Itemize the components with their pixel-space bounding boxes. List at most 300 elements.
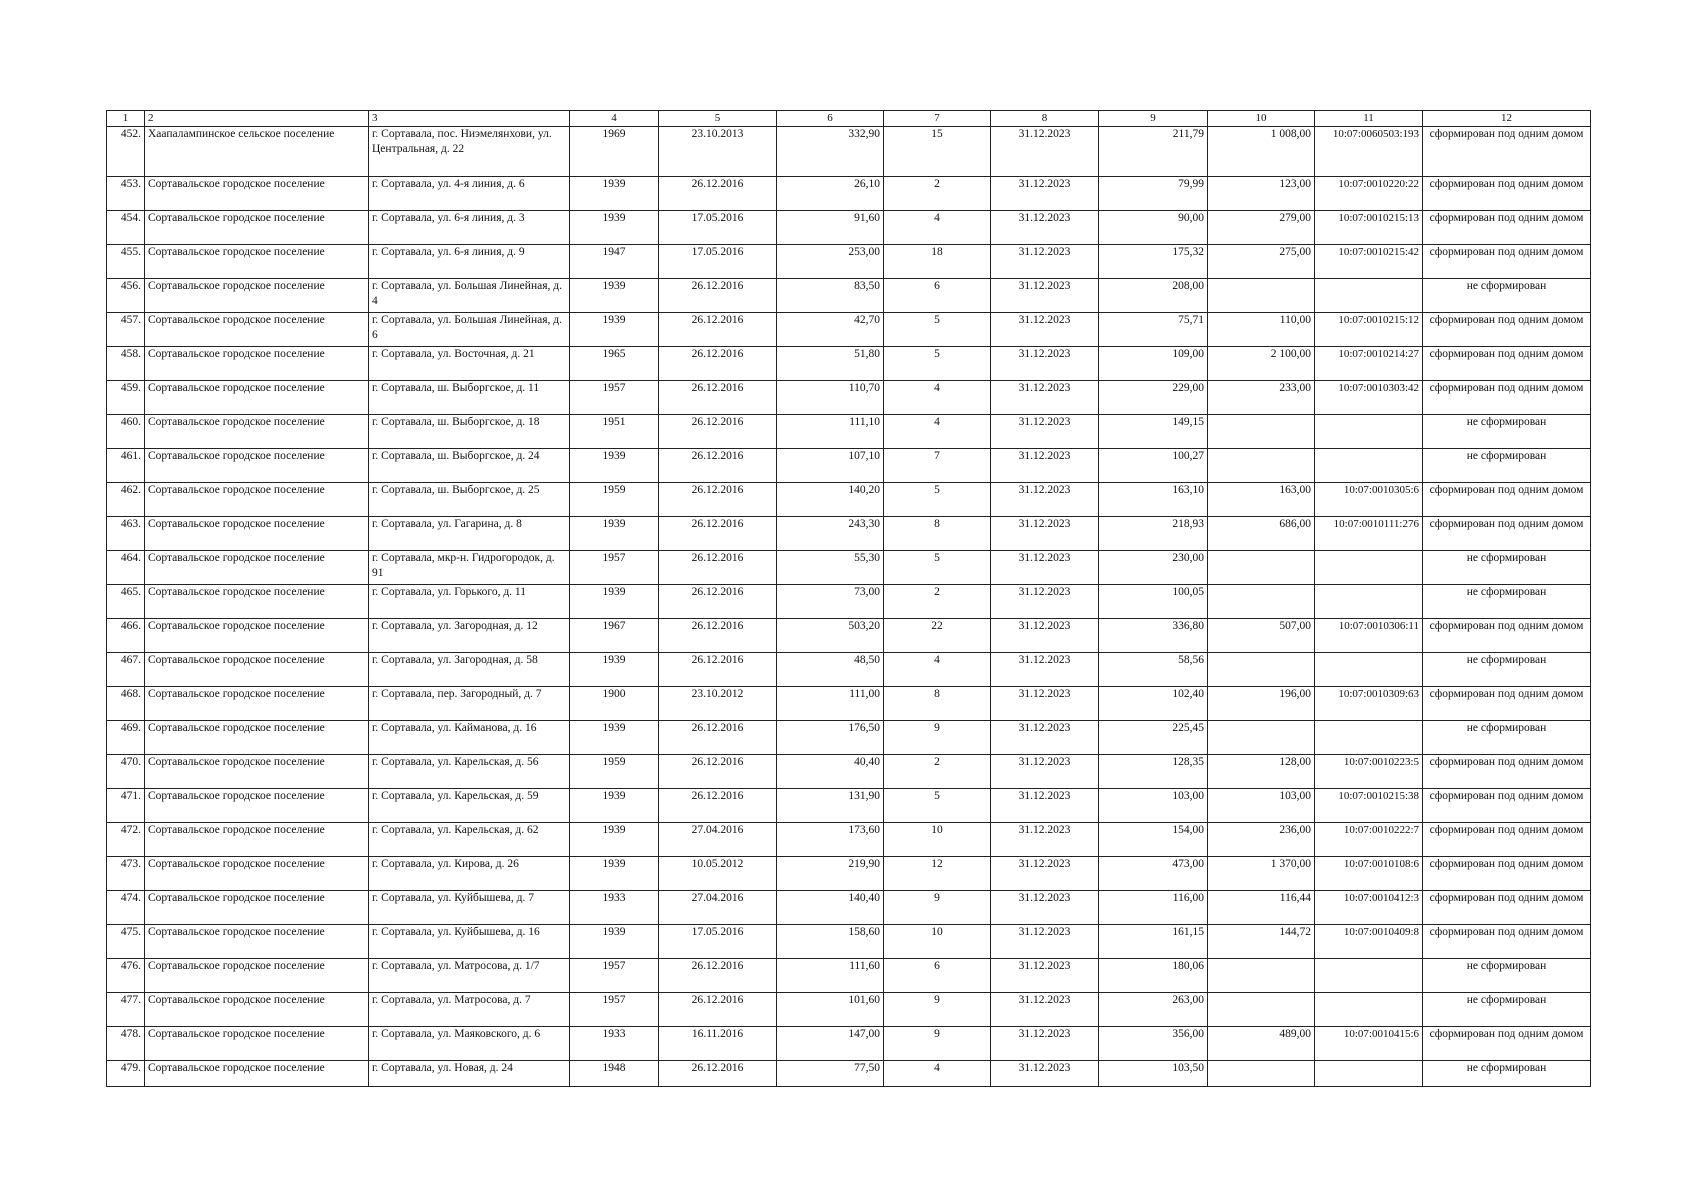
cell-col-10: 236,00: [1208, 823, 1315, 857]
cell-col-9: 473,00: [1099, 857, 1208, 891]
cell-col-1: 462.: [107, 483, 145, 517]
table-row: [107, 925, 1591, 959]
cell-col-10: [1208, 415, 1315, 449]
header-col-1: 1: [107, 111, 145, 127]
cell-col-10: 128,00: [1208, 755, 1315, 789]
cell-col-4: 1939: [570, 313, 659, 347]
cell-col-5: 26.12.2016: [659, 721, 777, 755]
cell-col-11: [1315, 993, 1423, 1027]
cell-col-6: 503,20: [777, 619, 884, 653]
cell-col-11: 10:07:0010220:22: [1315, 177, 1423, 211]
cell-col-12: не сформирован: [1423, 721, 1591, 755]
cell-col-8: 31.12.2023: [991, 381, 1099, 415]
cell-col-1: 464.: [107, 551, 145, 585]
cell-col-5: 26.12.2016: [659, 517, 777, 551]
cell-col-11: 10:07:0010305:6: [1315, 483, 1423, 517]
cell-col-3: г. Сортавала, ул. Загородная, д. 58: [369, 653, 570, 687]
cell-col-5: 17.05.2016: [659, 211, 777, 245]
cell-col-12: не сформирован: [1423, 449, 1591, 483]
cell-col-1: 463.: [107, 517, 145, 551]
cell-col-1: 453.: [107, 177, 145, 211]
cell-col-7: 8: [884, 517, 991, 551]
cell-col-11: 10:07:0010306:11: [1315, 619, 1423, 653]
cell-col-10: 103,00: [1208, 789, 1315, 823]
cell-col-2: Сортавальское городское поселение: [145, 381, 369, 415]
cell-col-7: 2: [884, 755, 991, 789]
cell-col-9: 149,15: [1099, 415, 1208, 449]
table-row: [107, 415, 1591, 449]
cell-col-5: 26.12.2016: [659, 279, 777, 313]
cell-col-1: 474.: [107, 891, 145, 925]
cell-col-4: 1951: [570, 415, 659, 449]
cell-col-6: 173,60: [777, 823, 884, 857]
cell-col-3: г. Сортавала, ул. Карельская, д. 56: [369, 755, 570, 789]
cell-col-7: 22: [884, 619, 991, 653]
header-col-10: 10: [1208, 111, 1315, 127]
cell-col-11: 10:07:0010415:6: [1315, 1027, 1423, 1061]
cell-col-3: г. Сортавала, ул. 6-я линия, д. 3: [369, 211, 570, 245]
cell-col-12: не сформирован: [1423, 279, 1591, 313]
cell-col-8: 31.12.2023: [991, 619, 1099, 653]
cell-col-4: 1939: [570, 823, 659, 857]
cell-col-12: сформирован под одним домом: [1423, 755, 1591, 789]
cell-col-2: Сортавальское городское поселение: [145, 245, 369, 279]
cell-col-11: [1315, 551, 1423, 585]
cell-col-11: [1315, 279, 1423, 313]
cell-col-1: 458.: [107, 347, 145, 381]
cell-col-3: г. Сортавала, ул. 4-я линия, д. 6: [369, 177, 570, 211]
cell-col-9: 109,00: [1099, 347, 1208, 381]
table-row: [107, 585, 1591, 619]
cell-col-7: 4: [884, 1061, 991, 1087]
cell-col-4: 1939: [570, 925, 659, 959]
cell-col-12: сформирован под одним домом: [1423, 1027, 1591, 1061]
table-body: [107, 127, 1591, 1087]
cell-col-11: 10:07:0010215:38: [1315, 789, 1423, 823]
cell-col-2: Сортавальское городское поселение: [145, 857, 369, 891]
cell-col-10: 507,00: [1208, 619, 1315, 653]
cell-col-8: 31.12.2023: [991, 449, 1099, 483]
cell-col-1: 479.: [107, 1061, 145, 1087]
cell-col-5: 26.12.2016: [659, 959, 777, 993]
cell-col-11: 10:07:0010215:13: [1315, 211, 1423, 245]
cell-col-9: 163,10: [1099, 483, 1208, 517]
cell-col-9: 90,00: [1099, 211, 1208, 245]
cell-col-8: 31.12.2023: [991, 1027, 1099, 1061]
cell-col-3: г. Сортавала, ш. Выборгское, д. 25: [369, 483, 570, 517]
cell-col-2: Сортавальское городское поселение: [145, 415, 369, 449]
table-row: [107, 959, 1591, 993]
header-col-11: 11: [1315, 111, 1423, 127]
cell-col-4: 1939: [570, 789, 659, 823]
cell-col-7: 2: [884, 585, 991, 619]
cell-col-8: 31.12.2023: [991, 177, 1099, 211]
cell-col-11: 10:07:0010223:5: [1315, 755, 1423, 789]
cell-col-12: сформирован под одним домом: [1423, 313, 1591, 347]
cell-col-2: Хаапалампинское сельское поселение: [145, 127, 369, 177]
cell-col-4: 1900: [570, 687, 659, 721]
cell-col-4: 1957: [570, 959, 659, 993]
cell-col-10: [1208, 449, 1315, 483]
cell-col-3: г. Сортавала, ул. Маяковского, д. 6: [369, 1027, 570, 1061]
cell-col-9: 103,50: [1099, 1061, 1208, 1087]
cell-col-1: 459.: [107, 381, 145, 415]
cell-col-9: 100,27: [1099, 449, 1208, 483]
table-row: [107, 1061, 1591, 1087]
cell-col-10: [1208, 1061, 1315, 1087]
cell-col-4: 1933: [570, 891, 659, 925]
cell-col-5: 26.12.2016: [659, 653, 777, 687]
cell-col-6: 219,90: [777, 857, 884, 891]
table-row: [107, 279, 1591, 313]
cell-col-10: 110,00: [1208, 313, 1315, 347]
cell-col-9: 154,00: [1099, 823, 1208, 857]
cell-col-6: 73,00: [777, 585, 884, 619]
cell-col-10: 196,00: [1208, 687, 1315, 721]
cell-col-3: г. Сортавала, ул. Большая Линейная, д. 6: [369, 313, 570, 347]
cell-col-2: Сортавальское городское поселение: [145, 585, 369, 619]
cell-col-9: 116,00: [1099, 891, 1208, 925]
cell-col-4: 1967: [570, 619, 659, 653]
header-col-7: 7: [884, 111, 991, 127]
cell-col-10: 2 100,00: [1208, 347, 1315, 381]
cell-col-12: сформирован под одним домом: [1423, 211, 1591, 245]
table-row: [107, 653, 1591, 687]
cell-col-3: г. Сортавала, ул. Горького, д. 11: [369, 585, 570, 619]
cell-col-4: 1957: [570, 381, 659, 415]
table-row: [107, 993, 1591, 1027]
cell-col-11: [1315, 585, 1423, 619]
cell-col-7: 4: [884, 415, 991, 449]
cell-col-10: 279,00: [1208, 211, 1315, 245]
cell-col-6: 111,60: [777, 959, 884, 993]
cell-col-4: 1933: [570, 1027, 659, 1061]
cell-col-7: 7: [884, 449, 991, 483]
cell-col-5: 26.12.2016: [659, 313, 777, 347]
cell-col-4: 1939: [570, 653, 659, 687]
cell-col-11: [1315, 959, 1423, 993]
cell-col-12: сформирован под одним домом: [1423, 245, 1591, 279]
cell-col-11: [1315, 415, 1423, 449]
cell-col-6: 147,00: [777, 1027, 884, 1061]
cell-col-11: 10:07:0010222:7: [1315, 823, 1423, 857]
header-col-4: 4: [570, 111, 659, 127]
cell-col-1: 477.: [107, 993, 145, 1027]
cell-col-5: 26.12.2016: [659, 789, 777, 823]
cell-col-7: 10: [884, 925, 991, 959]
cell-col-3: г. Сортавала, ул. Кирова, д. 26: [369, 857, 570, 891]
cell-col-12: сформирован под одним домом: [1423, 619, 1591, 653]
cell-col-1: 461.: [107, 449, 145, 483]
cell-col-10: 144,72: [1208, 925, 1315, 959]
cell-col-2: Сортавальское городское поселение: [145, 721, 369, 755]
cell-col-12: не сформирован: [1423, 653, 1591, 687]
cell-col-10: 123,00: [1208, 177, 1315, 211]
cell-col-1: 467.: [107, 653, 145, 687]
cell-col-6: 140,20: [777, 483, 884, 517]
cell-col-9: 175,32: [1099, 245, 1208, 279]
cell-col-4: 1939: [570, 449, 659, 483]
cell-col-8: 31.12.2023: [991, 993, 1099, 1027]
cell-col-9: 102,40: [1099, 687, 1208, 721]
table-row: [107, 721, 1591, 755]
cell-col-6: 77,50: [777, 1061, 884, 1087]
cell-col-7: 4: [884, 381, 991, 415]
cell-col-7: 12: [884, 857, 991, 891]
cell-col-7: 9: [884, 993, 991, 1027]
cell-col-1: 478.: [107, 1027, 145, 1061]
cell-col-3: г. Сортавала, мкр-н. Гидрогородок, д. 91: [369, 551, 570, 585]
cell-col-8: 31.12.2023: [991, 245, 1099, 279]
cell-col-7: 5: [884, 551, 991, 585]
cell-col-10: [1208, 279, 1315, 313]
cell-col-8: 31.12.2023: [991, 551, 1099, 585]
cell-col-4: 1957: [570, 551, 659, 585]
cell-col-1: 466.: [107, 619, 145, 653]
cell-col-2: Сортавальское городское поселение: [145, 551, 369, 585]
cell-col-5: 26.12.2016: [659, 755, 777, 789]
cell-col-3: г. Сортавала, пер. Загородный, д. 7: [369, 687, 570, 721]
cell-col-12: не сформирован: [1423, 551, 1591, 585]
cell-col-9: 161,15: [1099, 925, 1208, 959]
cell-col-2: Сортавальское городское поселение: [145, 177, 369, 211]
cell-col-8: 31.12.2023: [991, 211, 1099, 245]
header-col-12: 12: [1423, 111, 1591, 127]
cell-col-3: г. Сортавала, ул. Куйбышева, д. 7: [369, 891, 570, 925]
table-row: [107, 381, 1591, 415]
cell-col-1: 473.: [107, 857, 145, 891]
cell-col-8: 31.12.2023: [991, 755, 1099, 789]
cell-col-12: сформирован под одним домом: [1423, 789, 1591, 823]
cell-col-12: сформирован под одним домом: [1423, 857, 1591, 891]
cell-col-11: [1315, 1061, 1423, 1087]
cell-col-5: 26.12.2016: [659, 483, 777, 517]
cell-col-8: 31.12.2023: [991, 483, 1099, 517]
table-row: [107, 347, 1591, 381]
cell-col-8: 31.12.2023: [991, 415, 1099, 449]
cell-col-2: Сортавальское городское поселение: [145, 313, 369, 347]
cell-col-2: Сортавальское городское поселение: [145, 823, 369, 857]
housing-registry-table: [106, 110, 1591, 1087]
cell-col-12: сформирован под одним домом: [1423, 891, 1591, 925]
cell-col-9: 229,00: [1099, 381, 1208, 415]
cell-col-6: 111,00: [777, 687, 884, 721]
cell-col-11: 10:07:0010303:42: [1315, 381, 1423, 415]
cell-col-7: 4: [884, 211, 991, 245]
cell-col-5: 27.04.2016: [659, 823, 777, 857]
cell-col-3: г. Сортавала, ул. Куйбышева, д. 16: [369, 925, 570, 959]
cell-col-4: 1939: [570, 721, 659, 755]
cell-col-2: Сортавальское городское поселение: [145, 1061, 369, 1087]
table-row: [107, 313, 1591, 347]
cell-col-5: 23.10.2012: [659, 687, 777, 721]
cell-col-8: 31.12.2023: [991, 347, 1099, 381]
cell-col-9: 230,00: [1099, 551, 1208, 585]
cell-col-8: 31.12.2023: [991, 279, 1099, 313]
cell-col-6: 243,30: [777, 517, 884, 551]
table-row: [107, 127, 1591, 177]
cell-col-9: 180,06: [1099, 959, 1208, 993]
cell-col-2: Сортавальское городское поселение: [145, 211, 369, 245]
cell-col-5: 10.05.2012: [659, 857, 777, 891]
cell-col-9: 356,00: [1099, 1027, 1208, 1061]
cell-col-2: Сортавальское городское поселение: [145, 789, 369, 823]
cell-col-10: 233,00: [1208, 381, 1315, 415]
cell-col-9: 218,93: [1099, 517, 1208, 551]
table-row: [107, 177, 1591, 211]
cell-col-1: 465.: [107, 585, 145, 619]
cell-col-7: 5: [884, 483, 991, 517]
cell-col-5: 17.05.2016: [659, 925, 777, 959]
cell-col-10: [1208, 653, 1315, 687]
table-row: [107, 483, 1591, 517]
cell-col-3: г. Сортавала, ш. Выборгское, д. 18: [369, 415, 570, 449]
cell-col-2: Сортавальское городское поселение: [145, 1027, 369, 1061]
cell-col-4: 1939: [570, 517, 659, 551]
cell-col-7: 6: [884, 959, 991, 993]
cell-col-6: 55,30: [777, 551, 884, 585]
cell-col-4: 1939: [570, 279, 659, 313]
cell-col-7: 5: [884, 789, 991, 823]
cell-col-11: 10:07:0060503:193: [1315, 127, 1423, 177]
cell-col-6: 91,60: [777, 211, 884, 245]
cell-col-1: 454.: [107, 211, 145, 245]
table-row: [107, 687, 1591, 721]
table-row: [107, 857, 1591, 891]
cell-col-3: г. Сортавала, ул. Загородная, д. 12: [369, 619, 570, 653]
cell-col-10: [1208, 959, 1315, 993]
cell-col-4: 1959: [570, 483, 659, 517]
cell-col-2: Сортавальское городское поселение: [145, 653, 369, 687]
cell-col-10: 275,00: [1208, 245, 1315, 279]
cell-col-9: 263,00: [1099, 993, 1208, 1027]
cell-col-6: 26,10: [777, 177, 884, 211]
cell-col-8: 31.12.2023: [991, 891, 1099, 925]
header-col-6: 6: [777, 111, 884, 127]
cell-col-6: 51,80: [777, 347, 884, 381]
cell-col-12: не сформирован: [1423, 585, 1591, 619]
cell-col-11: 10:07:0010215:42: [1315, 245, 1423, 279]
cell-col-7: 5: [884, 347, 991, 381]
table-row: [107, 551, 1591, 585]
cell-col-11: 10:07:0010215:12: [1315, 313, 1423, 347]
cell-col-9: 211,79: [1099, 127, 1208, 177]
cell-col-1: 452.: [107, 127, 145, 177]
cell-col-8: 31.12.2023: [991, 959, 1099, 993]
cell-col-7: 18: [884, 245, 991, 279]
cell-col-9: 79,99: [1099, 177, 1208, 211]
cell-col-9: 100,05: [1099, 585, 1208, 619]
cell-col-2: Сортавальское городское поселение: [145, 347, 369, 381]
cell-col-3: г. Сортавала, ш. Выборгское, д. 11: [369, 381, 570, 415]
cell-col-4: 1939: [570, 177, 659, 211]
cell-col-12: сформирован под одним домом: [1423, 177, 1591, 211]
cell-col-8: 31.12.2023: [991, 823, 1099, 857]
table-row: [107, 891, 1591, 925]
cell-col-3: г. Сортавала, ул. Матросова, д. 1/7: [369, 959, 570, 993]
cell-col-9: 103,00: [1099, 789, 1208, 823]
cell-col-9: 128,35: [1099, 755, 1208, 789]
cell-col-3: г. Сортавала, ул. Кайманова, д. 16: [369, 721, 570, 755]
cell-col-3: г. Сортавала, ш. Выборгское, д. 24: [369, 449, 570, 483]
cell-col-3: г. Сортавала, ул. Гагарина, д. 8: [369, 517, 570, 551]
cell-col-4: 1939: [570, 857, 659, 891]
cell-col-2: Сортавальское городское поселение: [145, 755, 369, 789]
cell-col-1: 471.: [107, 789, 145, 823]
cell-col-10: 489,00: [1208, 1027, 1315, 1061]
table-row: [107, 449, 1591, 483]
cell-col-5: 26.12.2016: [659, 619, 777, 653]
cell-col-5: 27.04.2016: [659, 891, 777, 925]
header-col-3: 3: [369, 111, 570, 127]
header-col-9: 9: [1099, 111, 1208, 127]
cell-col-11: 10:07:0010108:6: [1315, 857, 1423, 891]
table-row: [107, 755, 1591, 789]
cell-col-5: 26.12.2016: [659, 381, 777, 415]
cell-col-12: сформирован под одним домом: [1423, 347, 1591, 381]
cell-col-2: Сортавальское городское поселение: [145, 449, 369, 483]
cell-col-2: Сортавальское городское поселение: [145, 687, 369, 721]
cell-col-5: 26.12.2016: [659, 177, 777, 211]
cell-col-12: сформирован под одним домом: [1423, 687, 1591, 721]
cell-col-2: Сортавальское городское поселение: [145, 517, 369, 551]
cell-col-9: 336,80: [1099, 619, 1208, 653]
cell-col-3: г. Сортавала, ул. Карельская, д. 59: [369, 789, 570, 823]
cell-col-11: 10:07:0010409:8: [1315, 925, 1423, 959]
cell-col-5: 26.12.2016: [659, 585, 777, 619]
cell-col-12: не сформирован: [1423, 1061, 1591, 1087]
cell-col-6: 42,70: [777, 313, 884, 347]
cell-col-6: 253,00: [777, 245, 884, 279]
cell-col-2: Сортавальское городское поселение: [145, 483, 369, 517]
cell-col-6: 107,10: [777, 449, 884, 483]
cell-col-7: 9: [884, 721, 991, 755]
header-col-8: 8: [991, 111, 1099, 127]
cell-col-10: 1 008,00: [1208, 127, 1315, 177]
cell-col-7: 8: [884, 687, 991, 721]
cell-col-10: [1208, 993, 1315, 1027]
cell-col-8: 31.12.2023: [991, 721, 1099, 755]
cell-col-1: 460.: [107, 415, 145, 449]
cell-col-7: 15: [884, 127, 991, 177]
cell-col-10: [1208, 551, 1315, 585]
cell-col-8: 31.12.2023: [991, 1061, 1099, 1087]
cell-col-10: 163,00: [1208, 483, 1315, 517]
cell-col-9: 208,00: [1099, 279, 1208, 313]
cell-col-12: сформирован под одним домом: [1423, 381, 1591, 415]
cell-col-9: 58,56: [1099, 653, 1208, 687]
cell-col-5: 26.12.2016: [659, 347, 777, 381]
cell-col-11: [1315, 721, 1423, 755]
table-row: [107, 1027, 1591, 1061]
cell-col-3: г. Сортавала, ул. Матросова, д. 7: [369, 993, 570, 1027]
cell-col-2: Сортавальское городское поселение: [145, 925, 369, 959]
header-col-2: 2: [145, 111, 369, 127]
cell-col-2: Сортавальское городское поселение: [145, 959, 369, 993]
cell-col-7: 10: [884, 823, 991, 857]
cell-col-6: 111,10: [777, 415, 884, 449]
cell-col-1: 457.: [107, 313, 145, 347]
cell-col-3: г. Сортавала, ул. Новая, д. 24: [369, 1061, 570, 1087]
cell-col-2: Сортавальское городское поселение: [145, 993, 369, 1027]
cell-col-5: 23.10.2013: [659, 127, 777, 177]
cell-col-3: г. Сортавала, ул. Восточная, д. 21: [369, 347, 570, 381]
cell-col-10: [1208, 585, 1315, 619]
cell-col-6: 332,90: [777, 127, 884, 177]
cell-col-11: 10:07:0010309:63: [1315, 687, 1423, 721]
column-number-header: [107, 111, 1591, 127]
cell-col-3: г. Сортавала, ул. 6-я линия, д. 9: [369, 245, 570, 279]
